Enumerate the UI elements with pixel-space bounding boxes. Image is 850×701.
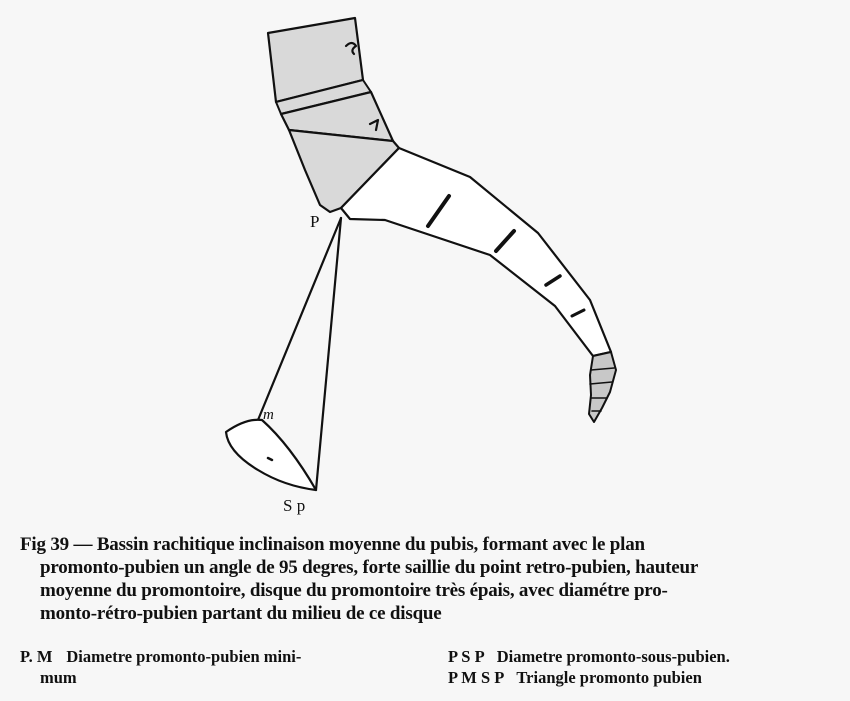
legend-text: Diametre promonto-pubien mini- [66,647,302,666]
legend-text: Diametre promonto-sous-pubien. [496,647,730,666]
caption-line: promonto-pubien un angle de 95 degres, forte saillie du point retro-pubien, hauteur [40,557,699,578]
legend-entry-psp [448,646,838,667]
legend-right-column [448,646,838,688]
figure-caption [20,533,832,625]
caption-line: moyenne du promontoire, disque du promontoire très épais, avec diamétre pro- [40,580,668,601]
caption-line: Fig 39 — Bassin rachitique inclinaison moyenne du pubis, formant avec le plan [20,534,645,555]
diameter-promonto-sous-pubien [316,218,341,490]
legend-entry-pmsp [448,667,838,688]
label-promontory: P [310,212,320,231]
pubis-symphysis [226,420,316,490]
legend-abbr: P M S P [448,668,505,687]
sacrum [341,148,611,356]
legend-text: Triangle promonto pubien [516,668,702,687]
diameter-promonto-pubien-minimum [258,218,341,420]
legend-text-cont: mum [40,668,77,687]
legend-abbr: P. M [20,647,53,666]
legend-abbr: P S P [448,647,485,666]
label-margin-mark: m [263,407,274,423]
label-sub-pubic: S p [283,496,306,515]
legend-entry-pm [20,646,420,688]
caption-line: monto-rétro-pubien partant du milieu de ce disque [40,603,442,624]
